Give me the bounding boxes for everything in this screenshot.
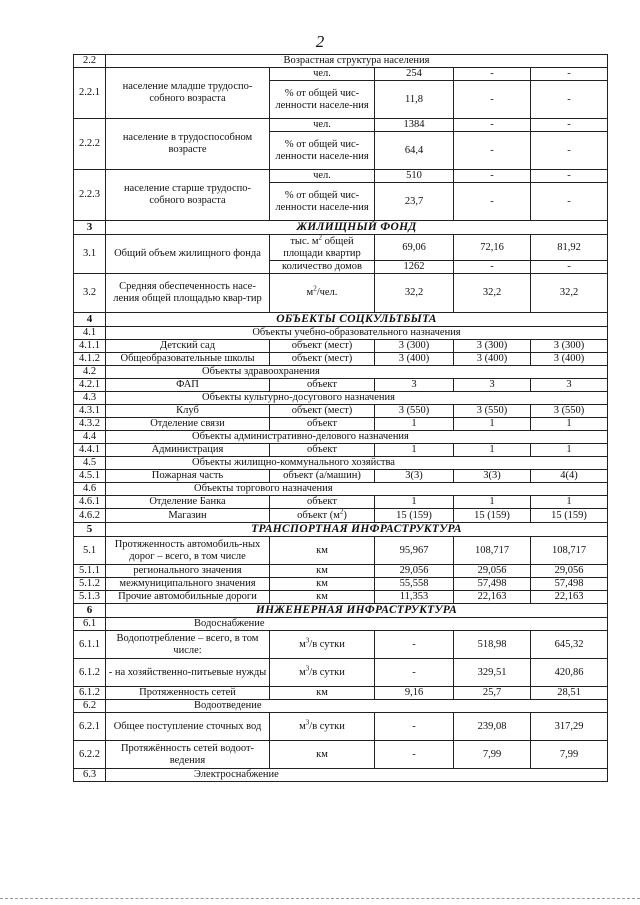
value-cell: 72,16 — [454, 235, 531, 261]
value-cell: 15 (159) — [454, 509, 531, 523]
unit-cell: км — [270, 537, 375, 565]
row-number: 2.2 — [74, 55, 106, 68]
section-row — [74, 523, 608, 537]
value-cell: 4(4) — [531, 470, 608, 483]
indicator-name: население старше трудоспо-собного возраста — [106, 170, 270, 221]
value-cell: 95,967 — [375, 537, 454, 565]
row-number: 4.6.1 — [74, 496, 106, 509]
section-title: Возрастная структура населения — [106, 55, 608, 68]
value-cell: 25,7 — [454, 687, 531, 700]
value-cell: 1 — [375, 444, 454, 457]
unit-cell: объект — [270, 418, 375, 431]
value-cell: 1 — [375, 418, 454, 431]
row-number: 5.1.2 — [74, 578, 106, 591]
row-number: 4.1.2 — [74, 353, 106, 366]
indicator-name: Общий объем жилищного фонда — [106, 235, 270, 274]
value-cell: 3 (550) — [531, 405, 608, 418]
value-cell: 11,8 — [375, 81, 454, 119]
table-row — [74, 353, 608, 366]
indicator-name: регионального значения — [106, 565, 270, 578]
value-cell: - — [454, 81, 531, 119]
table-row — [74, 496, 608, 509]
row-number: 6.1 — [74, 618, 106, 631]
row-number: 4.6 — [74, 483, 106, 496]
value-cell: 64,4 — [375, 132, 454, 170]
unit-cell: объект — [270, 379, 375, 392]
value-cell: - — [454, 261, 531, 274]
value-cell: 108,717 — [531, 537, 608, 565]
value-cell: 3 (400) — [454, 353, 531, 366]
table-row — [74, 405, 608, 418]
indicator-name: межмуниципального значения — [106, 578, 270, 591]
unit-cell: объект (а/машин) — [270, 470, 375, 483]
value-cell: 7,99 — [531, 741, 608, 769]
subsection-title: Электроснабжение — [106, 769, 608, 782]
subsection-row — [74, 618, 608, 631]
table-row — [74, 713, 608, 741]
value-cell: 3 (400) — [375, 353, 454, 366]
value-cell: 3 — [454, 379, 531, 392]
row-number: 3 — [74, 221, 106, 235]
unit-cell: объект — [270, 444, 375, 457]
indicator-name: Отделение Банка — [106, 496, 270, 509]
unit-cell: % от общей чис-ленности населе-ния — [270, 132, 375, 170]
section-title: ЖИЛИЩНЫЙ ФОНД — [106, 221, 608, 235]
value-cell: 23,7 — [375, 183, 454, 221]
unit-cell: $м^3/в$ сутки — [270, 713, 375, 741]
indicator-name: Средняя обеспеченность насе-ления общей площадью квар-тир — [106, 274, 270, 313]
value-cell: - — [531, 170, 608, 183]
row-number: 5.1 — [74, 537, 106, 565]
indicator-name: Отделение связи — [106, 418, 270, 431]
value-cell: 510 — [375, 170, 454, 183]
value-cell: 1 — [531, 444, 608, 457]
unit-cell: $м^2$/чел. — [270, 274, 375, 313]
page-edge-line — [0, 898, 640, 899]
value-cell: 3 (550) — [454, 405, 531, 418]
value-cell: - — [454, 119, 531, 132]
value-cell: 317,29 — [531, 713, 608, 741]
value-cell: 1384 — [375, 119, 454, 132]
indicator-name: Администрация — [106, 444, 270, 457]
indicator-name: Клуб — [106, 405, 270, 418]
table-row — [74, 235, 608, 261]
table-row — [74, 565, 608, 578]
indicator-name: Водопотребление – всего, в том числе: — [106, 631, 270, 659]
indicator-name: Прочие автомобильные дороги — [106, 591, 270, 604]
indicator-name: Детский сад — [106, 340, 270, 353]
row-number: 2.2.3 — [74, 170, 106, 221]
value-cell: 29,056 — [454, 565, 531, 578]
value-cell: 3(3) — [375, 470, 454, 483]
indicators-table — [73, 54, 608, 782]
value-cell: 57,498 — [454, 578, 531, 591]
row-number: 6.2.1 — [74, 713, 106, 741]
value-cell: 108,717 — [454, 537, 531, 565]
section-row — [74, 604, 608, 618]
value-cell: - — [454, 68, 531, 81]
section-row — [74, 221, 608, 235]
subsection-title: Объекты здравоохранения — [106, 366, 608, 379]
value-cell: - — [531, 132, 608, 170]
row-number: 6.3 — [74, 769, 106, 782]
value-cell: 3 (550) — [375, 405, 454, 418]
subsection-title: Водоснабжение — [106, 618, 608, 631]
subsection-row — [74, 483, 608, 496]
value-cell: 420,86 — [531, 659, 608, 687]
value-cell: - — [531, 68, 608, 81]
unit-cell: км — [270, 578, 375, 591]
value-cell: 518,98 — [454, 631, 531, 659]
value-cell: 11,353 — [375, 591, 454, 604]
indicator-name: Общее поступление сточных вод — [106, 713, 270, 741]
table-row — [74, 274, 608, 313]
table-row — [74, 578, 608, 591]
row-number: 6.1.2 — [74, 687, 106, 700]
subsection-row — [74, 366, 608, 379]
row-number: 6.2.2 — [74, 741, 106, 769]
value-cell: 22,163 — [454, 591, 531, 604]
row-number: 4.2.1 — [74, 379, 106, 392]
indicator-name: - на хозяйственно-питьевые нужды — [106, 659, 270, 687]
table-row — [74, 444, 608, 457]
row-number: 2.2.2 — [74, 119, 106, 170]
value-cell: 32,2 — [531, 274, 608, 313]
table-row — [74, 659, 608, 687]
indicator-name: Протяжённость сетей водоот-ведения — [106, 741, 270, 769]
unit-cell: чел. — [270, 119, 375, 132]
value-cell: - — [531, 119, 608, 132]
row-number: 2.2.1 — [74, 68, 106, 119]
indicator-name: Общеобразовательные школы — [106, 353, 270, 366]
unit-cell: км — [270, 565, 375, 578]
row-number: 4.1.1 — [74, 340, 106, 353]
row-number: 3.2 — [74, 274, 106, 313]
value-cell: 15 (159) — [375, 509, 454, 523]
unit-cell: объект (мест) — [270, 405, 375, 418]
table-row — [74, 537, 608, 565]
value-cell: 1 — [454, 444, 531, 457]
value-cell: 22,163 — [531, 591, 608, 604]
value-cell: 28,51 — [531, 687, 608, 700]
value-cell: - — [531, 261, 608, 274]
section-title: ОБЪЕКТЫ СОЦКУЛЬТБЫТА — [106, 313, 608, 327]
indicator-name: население в трудоспособном возрасте — [106, 119, 270, 170]
row-number: 4.3.2 — [74, 418, 106, 431]
value-cell: 81,92 — [531, 235, 608, 261]
subsection-title: Объекты торгового назначения — [106, 483, 608, 496]
unit-cell: км — [270, 687, 375, 700]
unit-cell: % от общей чис-ленности населе-ния — [270, 81, 375, 119]
unit-cell: км — [270, 741, 375, 769]
value-cell: 69,06 — [375, 235, 454, 261]
row-number: 6.1.1 — [74, 631, 106, 659]
value-cell: 3 — [531, 379, 608, 392]
indicator-name: Пожарная часть — [106, 470, 270, 483]
row-number: 5 — [74, 523, 106, 537]
value-cell: 1 — [531, 496, 608, 509]
row-number: 6.2 — [74, 700, 106, 713]
page-number: 2 — [315, 32, 325, 51]
row-number: 3.1 — [74, 235, 106, 274]
subsection-title: Водоотведение — [106, 700, 608, 713]
subsection-title: Объекты культурно-досугового назначения — [106, 392, 608, 405]
row-number: 4.2 — [74, 366, 106, 379]
table-row — [74, 340, 608, 353]
table-row — [74, 631, 608, 659]
value-cell: 329,51 — [454, 659, 531, 687]
table-row — [74, 418, 608, 431]
value-cell: 1262 — [375, 261, 454, 274]
row-number: 4.5 — [74, 457, 106, 470]
value-cell: - — [454, 132, 531, 170]
value-cell: - — [375, 631, 454, 659]
value-cell: 29,056 — [375, 565, 454, 578]
value-cell: 1 — [454, 418, 531, 431]
value-cell: 1 — [531, 418, 608, 431]
value-cell: 3 (300) — [375, 340, 454, 353]
value-cell: - — [375, 713, 454, 741]
unit-cell: объект — [270, 496, 375, 509]
row-number: 4.4 — [74, 431, 106, 444]
subsection-title: Объекты учебно-образовательного назначения — [106, 327, 608, 340]
subsection-title: Объекты административно-делового назначения — [106, 431, 608, 444]
unit-cell: чел. — [270, 170, 375, 183]
value-cell: 3(3) — [454, 470, 531, 483]
value-cell: 1 — [375, 496, 454, 509]
section-row — [74, 55, 608, 68]
value-cell: - — [375, 741, 454, 769]
table-row — [74, 379, 608, 392]
row-number: 4 — [74, 313, 106, 327]
unit-cell: объект (мест) — [270, 340, 375, 353]
value-cell: 32,2 — [454, 274, 531, 313]
value-cell: 3 (300) — [531, 340, 608, 353]
indicator-name: ФАП — [106, 379, 270, 392]
unit-cell: км — [270, 591, 375, 604]
unit-cell: количество домов — [270, 261, 375, 274]
value-cell: 32,2 — [375, 274, 454, 313]
unit-cell: $м^3/в$ сутки — [270, 631, 375, 659]
subsection-row — [74, 457, 608, 470]
subsection-row — [74, 431, 608, 444]
row-number: 4.5.1 — [74, 470, 106, 483]
value-cell: 57,498 — [531, 578, 608, 591]
table-row — [74, 687, 608, 700]
subsection-title: Объекты жилищно-коммунального хозяйства — [106, 457, 608, 470]
value-cell: 15 (159) — [531, 509, 608, 523]
value-cell: 55,558 — [375, 578, 454, 591]
row-number: 5.1.3 — [74, 591, 106, 604]
table-row — [74, 591, 608, 604]
table-row — [74, 741, 608, 769]
value-cell: 3 (400) — [531, 353, 608, 366]
value-cell: - — [454, 170, 531, 183]
row-number: 4.1 — [74, 327, 106, 340]
value-cell: 1 — [454, 496, 531, 509]
value-cell: 645,32 — [531, 631, 608, 659]
value-cell: - — [531, 183, 608, 221]
row-number: 4.3.1 — [74, 405, 106, 418]
row-number: 6.1.2 — [74, 659, 106, 687]
table-row — [74, 68, 608, 81]
subsection-row — [74, 700, 608, 713]
row-number: 5.1.1 — [74, 565, 106, 578]
row-number: 6 — [74, 604, 106, 618]
subsection-row — [74, 392, 608, 405]
value-cell: 9,16 — [375, 687, 454, 700]
table-row — [74, 119, 608, 132]
unit-cell: $м^3/в$ сутки — [270, 659, 375, 687]
section-row — [74, 313, 608, 327]
value-cell: 254 — [375, 68, 454, 81]
value-cell: 3 (300) — [454, 340, 531, 353]
unit-cell: % от общей чис-ленности населе-ния — [270, 183, 375, 221]
unit-cell: чел. — [270, 68, 375, 81]
value-cell: - — [454, 183, 531, 221]
subsection-row — [74, 327, 608, 340]
indicator-name: население младше трудоспо-собного возраста — [106, 68, 270, 119]
value-cell: 7,99 — [454, 741, 531, 769]
indicator-name: Протяженность сетей — [106, 687, 270, 700]
section-title: ИНЖЕНЕРНАЯ ИНФРАСТРУКТУРА — [106, 604, 608, 618]
unit-cell: тыс. $м^2$ общей площади квартир — [270, 235, 375, 261]
value-cell: 29,056 — [531, 565, 608, 578]
table-row — [74, 470, 608, 483]
row-number: 4.6.2 — [74, 509, 106, 523]
section-title: ТРАНСПОРТНАЯ ИНФРАСТРУКТУРА — [106, 523, 608, 537]
row-number: 4.4.1 — [74, 444, 106, 457]
indicator-name: Магазин — [106, 509, 270, 523]
unit-cell: объект $(м^2)$ — [270, 509, 375, 523]
value-cell: 239,08 — [454, 713, 531, 741]
value-cell: 3 — [375, 379, 454, 392]
unit-cell: объект (мест) — [270, 353, 375, 366]
value-cell: - — [375, 659, 454, 687]
row-number: 4.3 — [74, 392, 106, 405]
subsection-row — [74, 769, 608, 782]
indicator-name: Протяженность автомобиль-ных дорог – всего, в том числе — [106, 537, 270, 565]
value-cell: - — [531, 81, 608, 119]
table-row — [74, 509, 608, 523]
table-row — [74, 170, 608, 183]
